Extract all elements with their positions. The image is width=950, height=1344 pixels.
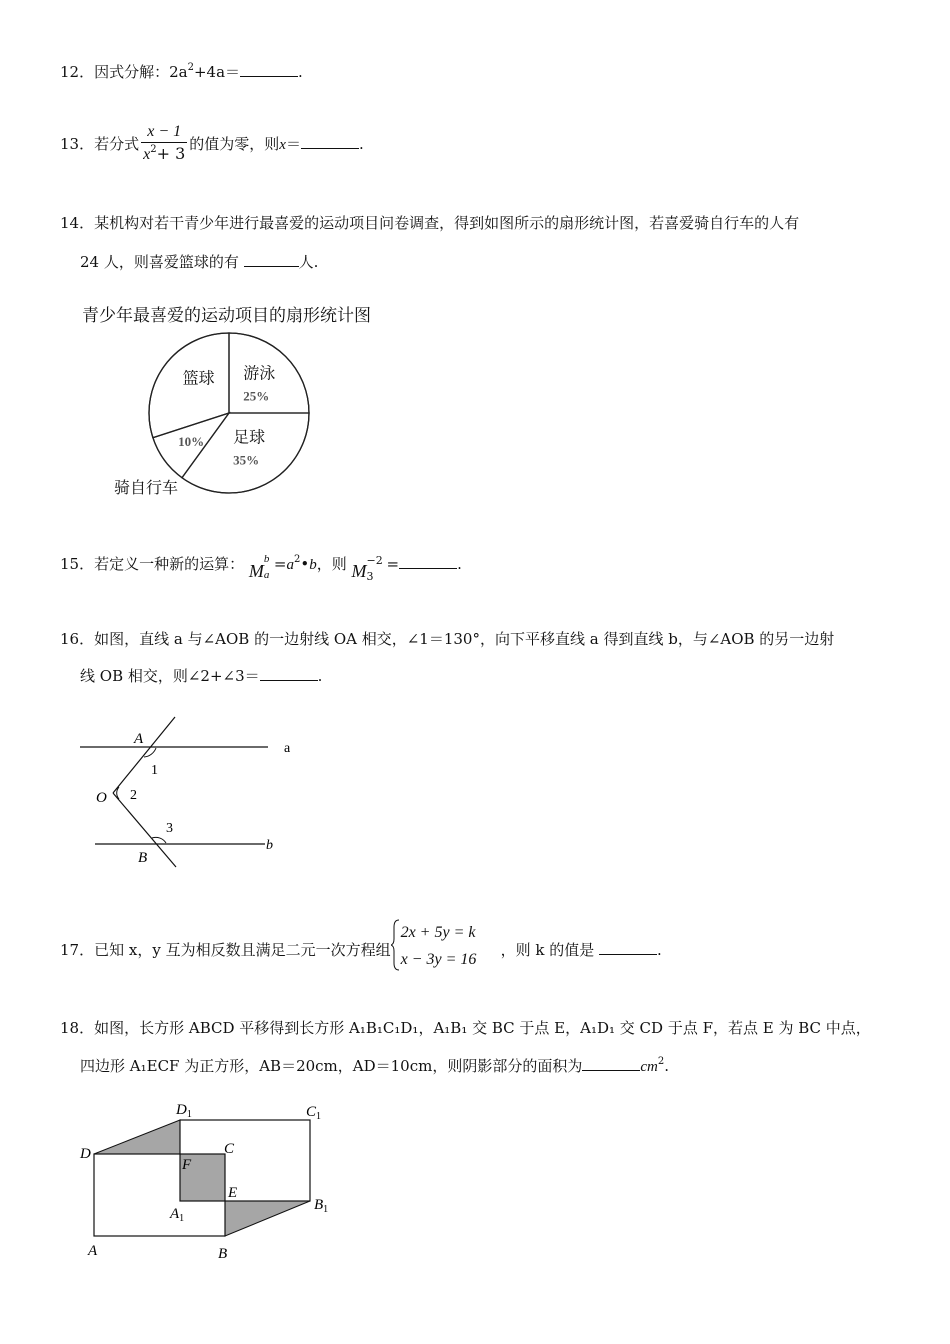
pie-label-3: 篮球: [182, 370, 215, 388]
q12-expr-rest: +4a＝: [193, 63, 241, 81]
q17-prefix: 已知 x，y 互为相反数且满足二元一次方程组: [94, 941, 391, 959]
label-B: B: [218, 1246, 228, 1262]
ray-oa: [113, 717, 175, 793]
shaded-triangle-bottom: [225, 1201, 310, 1236]
q15-mid: ，则: [316, 555, 347, 573]
q15-dot: •: [300, 555, 310, 573]
label-O: O: [96, 790, 107, 806]
q13-var: x: [279, 137, 286, 153]
q15-sup-b: b: [263, 553, 270, 565]
label-E: E: [228, 1185, 238, 1201]
label-D1: $D_1$: [176, 1102, 192, 1120]
q15-number: 15．: [60, 555, 95, 573]
pie-percent-2: 10%: [178, 434, 205, 450]
shaded-triangle-top: [94, 1120, 180, 1154]
q17-eq1: 2x + 5y = k: [400, 924, 476, 941]
q17-eq2: x − 3y = 16: [400, 951, 477, 968]
label-C1: $C_1$: [306, 1104, 322, 1122]
q15-b: b: [309, 557, 317, 573]
label-2: 2: [130, 788, 137, 803]
label-line-a: a: [284, 741, 291, 756]
q13-den-rest: + 3: [156, 144, 186, 163]
q15-eq2: =: [386, 555, 400, 573]
q13-eq: ＝: [285, 135, 301, 153]
q16-figure: [70, 705, 310, 875]
q17-number: 17．: [60, 941, 95, 959]
q14-text-line1: 某机构对若干青少年进行最喜爱的运动项目问卷调查，得到如图所示的扇形统计图，若喜爱骑自行车的人有: [94, 214, 800, 232]
label-A: A: [134, 731, 144, 747]
q15-a: a: [286, 557, 294, 573]
q14-number: 14．: [60, 214, 95, 232]
question-12: [60, 62, 303, 85]
question-18-line2: [80, 1056, 669, 1079]
q18-figure: [70, 1090, 350, 1270]
question-16-line2: [80, 666, 322, 686]
q18-number: 18．: [60, 1019, 95, 1037]
q18-text-line2: 四边形 A₁ECF 为正方形，AB＝20cm，AD＝10cm，则阴影部分的面积为: [80, 1057, 583, 1075]
q13-mid: 的值为零，则: [189, 135, 280, 153]
q16-number: 16．: [60, 630, 95, 648]
label-B: B: [138, 850, 148, 866]
q12-answer-blank[interactable]: [240, 62, 298, 77]
label-1: 1: [151, 763, 158, 778]
question-15: [60, 553, 462, 583]
question-18-line1: [60, 1018, 871, 1038]
q15-sub2: 3: [366, 570, 374, 583]
pie-label-2: 骑自行车: [114, 480, 179, 497]
q18-period: .: [664, 1057, 670, 1075]
q13-numerator: x − 1: [141, 122, 187, 143]
q15-eq: =: [273, 555, 287, 573]
label-D: D: [80, 1146, 91, 1162]
q15-prefix: 若定义一种新的运算：: [94, 555, 245, 573]
q14-text-line2a: 24 人，则喜爱篮球的有: [80, 253, 239, 271]
label-3: 3: [166, 821, 173, 836]
q16-text-line2: 线 OB 相交，则∠2+∠3＝: [80, 667, 260, 685]
q15-sup2: −2: [366, 554, 383, 567]
q18-answer-blank[interactable]: [582, 1056, 640, 1071]
q12-exponent: 2: [187, 62, 194, 73]
label-B1: $B_1$: [314, 1197, 329, 1215]
chart-title: 青少年最喜爱的运动项目的扇形统计图: [82, 306, 371, 326]
q13-answer-blank[interactable]: [301, 134, 359, 149]
q17-answer-blank[interactable]: [599, 940, 657, 955]
label-C: C: [224, 1141, 235, 1157]
q13-number: 13．: [60, 135, 95, 153]
q16-answer-blank[interactable]: [260, 666, 318, 681]
q17-suffix: ，则 k 的值是: [500, 941, 595, 959]
q13-den-base: x: [143, 146, 151, 163]
pie-percent-1: 35%: [233, 452, 260, 468]
label-line-b: b: [266, 838, 273, 853]
q13-den-exp: 2: [150, 144, 157, 155]
label-A: A: [88, 1243, 98, 1259]
pie-label-1: 足球: [233, 429, 266, 447]
q15-M: M: [248, 561, 264, 581]
q12-number: 12．: [60, 63, 95, 81]
q13-fraction: [141, 122, 187, 168]
question-17: [60, 924, 662, 968]
q14-text-line2b: 人.: [298, 253, 319, 271]
pie-chart: [100, 325, 360, 505]
q12-expr-a: 2a: [169, 63, 188, 81]
q15-sub-a: a: [263, 569, 270, 581]
q16-period: .: [317, 667, 323, 685]
q18-unit: cm: [640, 1059, 658, 1075]
question-14-line1: [60, 213, 799, 233]
q12-label: 因式分解：: [94, 63, 170, 81]
q12-period: .: [298, 63, 303, 81]
q15-M2: M: [351, 561, 367, 581]
question-13: [60, 122, 364, 168]
question-14-line2: [80, 252, 318, 272]
pie-label-0: 游泳: [243, 365, 276, 383]
q15-answer-blank[interactable]: [399, 554, 457, 569]
label-F: F: [182, 1157, 192, 1173]
pie-percent-0: 25%: [243, 388, 270, 404]
q17-period: .: [657, 941, 662, 959]
q17-system: [391, 924, 501, 968]
q14-answer-blank[interactable]: [244, 252, 299, 267]
q13-prefix: 若分式: [94, 135, 140, 153]
q18-unit-exp: 2: [657, 1056, 665, 1067]
q18-text-line1: 如图，长方形 ABCD 平移得到长方形 A₁B₁C₁D₁，A₁B₁ 交 BC 于点 E，A₁D₁ 交 CD 于点 F，若点 E 为 BC 中点，: [94, 1019, 871, 1037]
q15-a-exp: 2: [293, 554, 301, 565]
q13-period: .: [358, 135, 364, 153]
q15-period: .: [457, 555, 462, 573]
question-16-line1: [60, 629, 834, 649]
q16-text-line1: 如图，直线 a 与∠AOB 的一边射线 OA 相交，∠1＝130°，向下平移直线 a 得到直线 b，与∠AOB 的另一边射: [94, 630, 835, 648]
label-A1: $A_1$: [170, 1206, 185, 1224]
